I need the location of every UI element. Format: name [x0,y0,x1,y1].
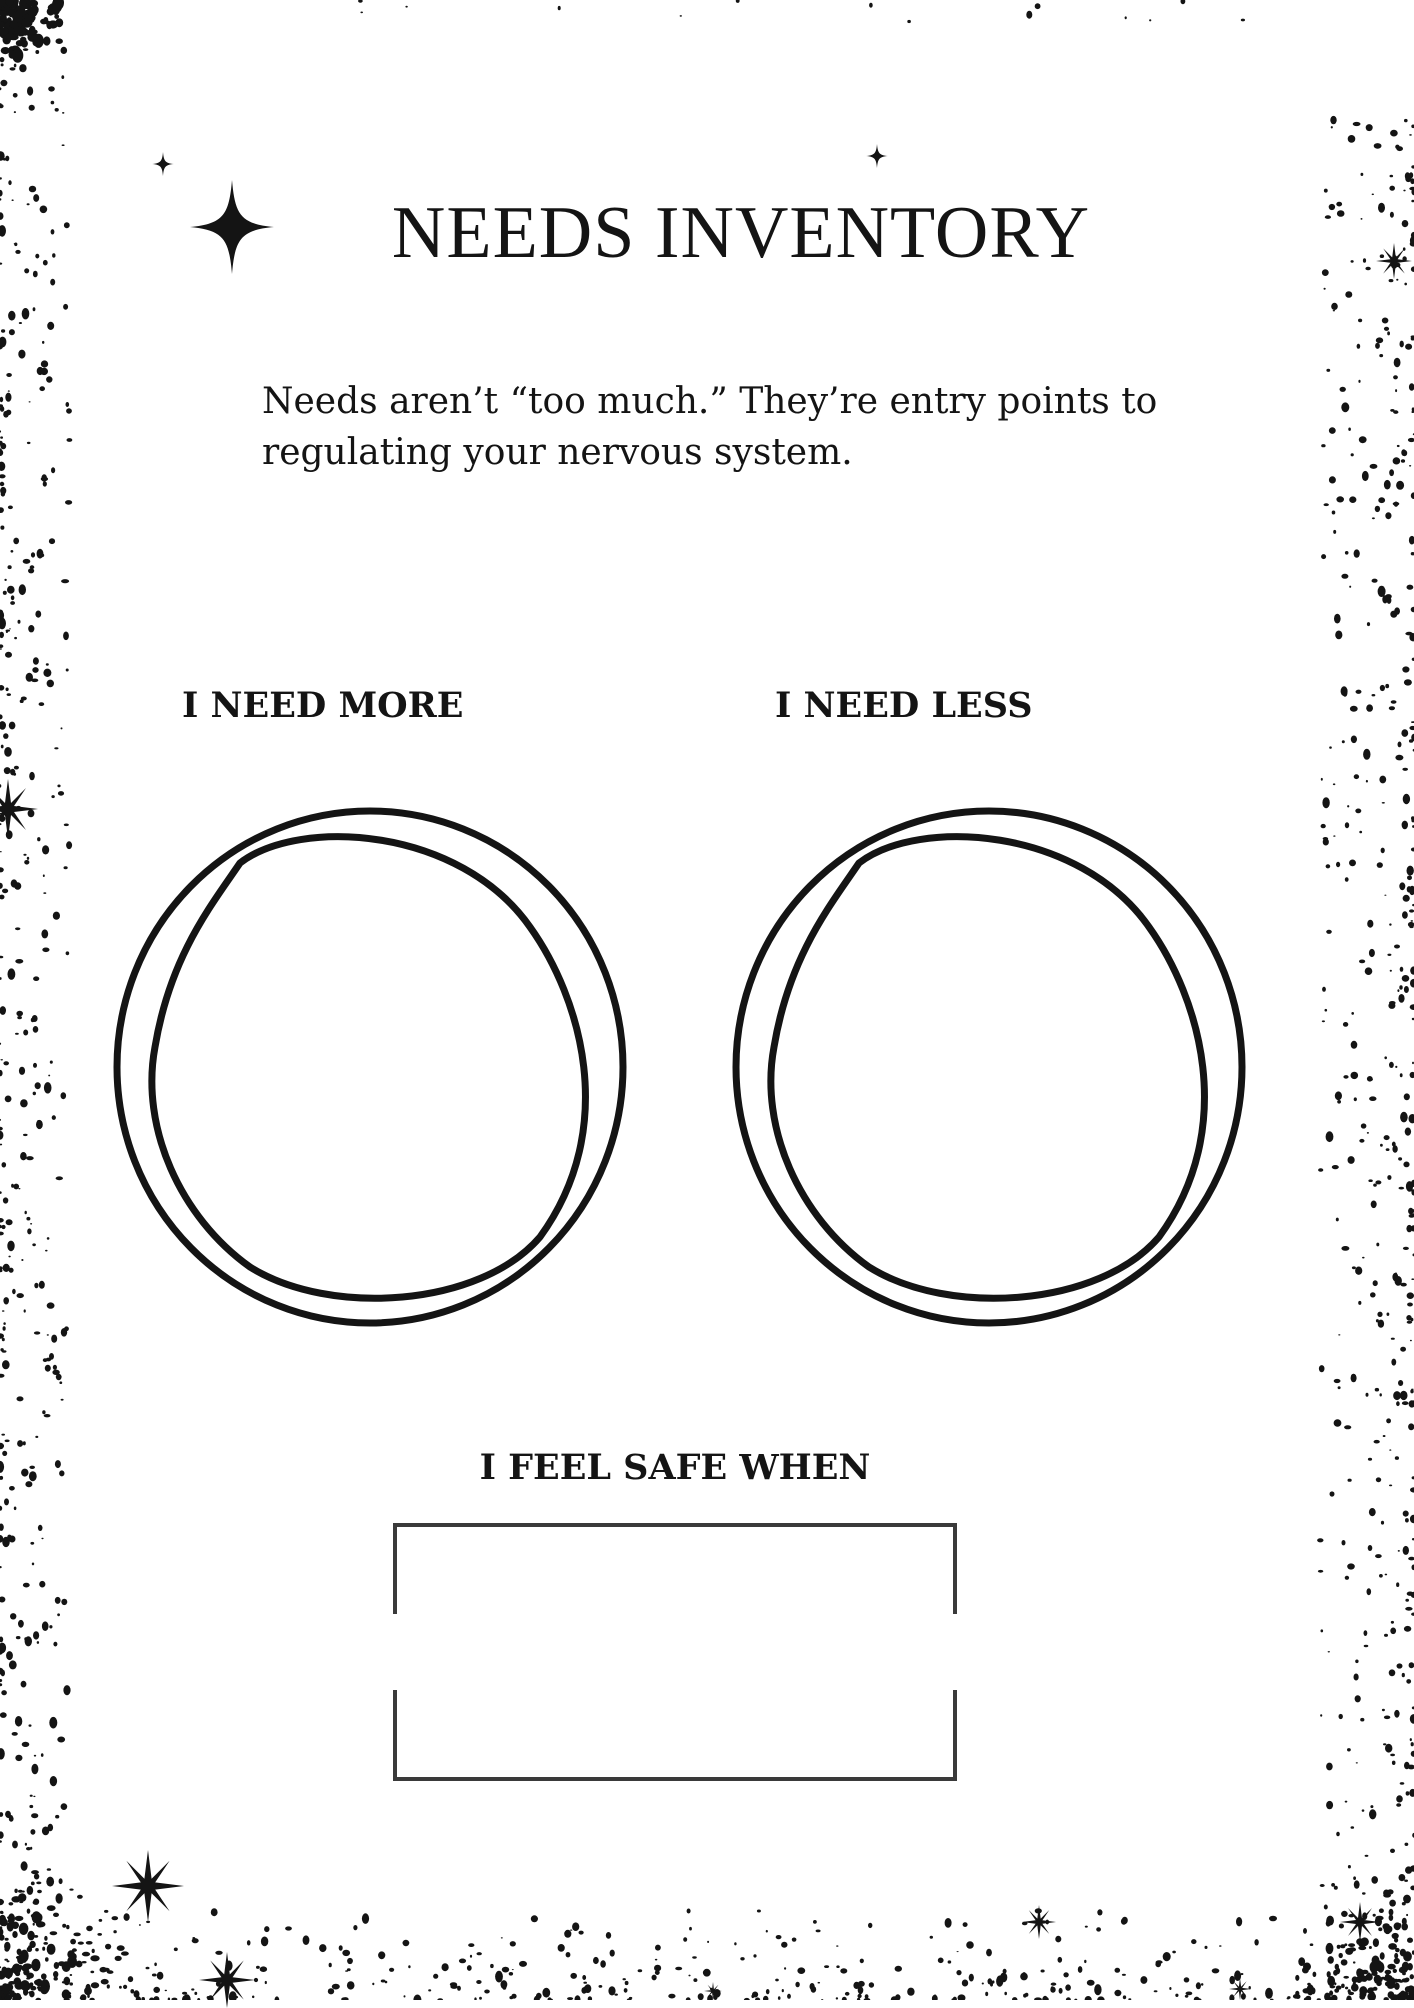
feel-safe-box[interactable] [392,1522,958,1782]
intro-line-2: regulating your nervous system. [262,432,853,473]
eight-point-star-icon [0,772,38,846]
page-title: NEEDS INVENTORY [0,196,1414,270]
four-point-star-icon [152,152,174,176]
eight-point-star-icon [1340,1900,1380,1944]
feel-safe-label: I FEEL SAFE WHEN [0,1450,1350,1485]
need-less-label: I NEED LESS [775,688,1033,723]
eight-point-star-icon [112,1850,184,1922]
need-less-circle[interactable] [719,797,1259,1337]
eight-point-star-icon [1022,1904,1056,1940]
need-more-label: I NEED MORE [182,688,463,723]
eight-point-star-icon [696,1982,730,2000]
intro-text [262,376,1182,478]
four-point-star-icon [866,144,888,168]
need-more-circle[interactable] [100,797,640,1337]
eight-point-star-icon [1222,1978,1258,2000]
intro-line-1: Needs aren’t “too much.” They’re entry points to [262,381,1157,422]
